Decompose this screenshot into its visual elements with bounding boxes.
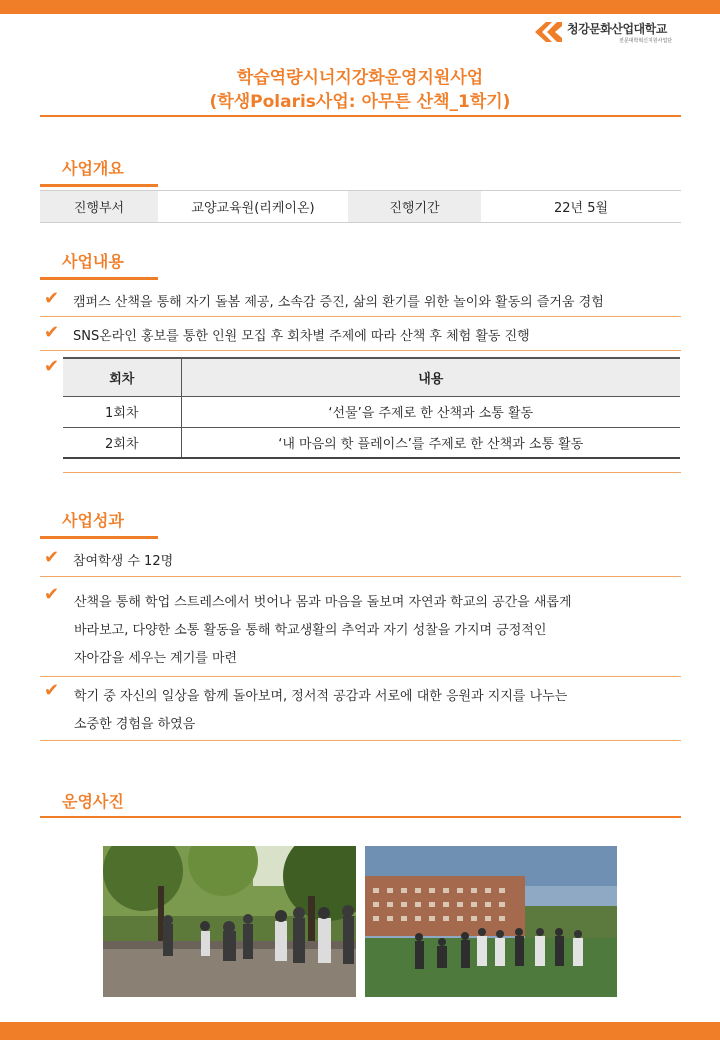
result-item-2-line: 바라보고, 다양한 소통 활동을 통해 학교생활의 추억과 자기 성찰을 가지며 긍정적인 [74,623,547,638]
content-item-2: SNS온라인 홍보를 통한 인원 모집 후 회차별 주제에 따라 산책 후 체험 활동 진행 [73,329,530,344]
table-row [63,427,680,458]
check-icon: ✔ [44,288,60,309]
table-cell-content: ‘내 마음의 핫 플레이스’를 주제로 한 산책과 소통 활동 [181,427,680,458]
dept-value: 교양교육원(리케이온) [191,201,315,216]
item-divider [40,350,681,351]
result-item-2-line: 산책을 통해 학업 스트레스에서 벗어나 몸과 마음을 돌보며 자연과 학교의 공간을 새롭게 [74,595,572,610]
result-item-3 [74,683,567,739]
content-item-1: 캠퍼스 산책을 통해 자기 돌봄 제공, 소속감 증진, 삶의 환기를 위한 놀이와 활동의 즐거움 경험 [73,295,604,310]
activity-photo-2 [365,846,617,997]
period-value: 22년 5월 [553,201,609,216]
photos-divider [40,816,681,818]
page-title: 학습역량시너지강화운영지원사업 [236,68,484,88]
result-item-2-line: 자아감을 세우는 계기를 마련 [74,651,238,666]
item-divider [40,316,681,317]
section-heading-results: 사업성과 [62,511,124,530]
item-divider [40,676,681,677]
check-icon: ✔ [44,584,60,605]
table-header-row [63,358,680,396]
bottom-accent-bar [0,1022,720,1040]
title-divider [40,115,681,117]
table-cell-session: 2회차 [63,427,181,458]
check-icon: ✔ [44,680,60,701]
logo-name: 청강문화산업대학교 [567,22,667,36]
section-underline [40,184,158,187]
top-accent-bar [0,0,720,14]
section-underline [40,277,158,280]
section-underline [40,536,158,539]
check-icon: ✔ [44,322,60,343]
result-item-3-line: 학기 중 자신의 일상을 함께 돌아보며, 정서적 공감과 서로에 대한 응원과 지지를 나누는 [74,689,568,704]
page-subtitle: (학생Polaris사업: 아무튼 산책_1학기) [209,92,511,112]
result-item-3-line: 소중한 경험을 하였음 [74,717,196,732]
period-label: 진행기간 [348,191,481,222]
table-cell-session: 1회차 [63,396,181,427]
activity-photo-1 [103,846,356,997]
result-item-1: 참여학생 수 12명 [73,554,174,569]
section-heading-content: 사업내용 [62,252,124,271]
check-icon: ✔ [44,356,60,377]
check-icon: ✔ [44,547,60,568]
overview-table [40,190,681,223]
university-logo [533,20,713,46]
section-heading-photos: 운영사진 [62,792,124,811]
result-item-2 [74,589,572,673]
item-divider [63,472,681,473]
session-table [63,357,680,459]
item-divider [40,740,681,741]
item-divider [40,576,681,577]
table-header-session: 회차 [63,358,181,396]
logo-mark-icon [533,21,563,43]
table-row [63,396,680,427]
table-cell-content: ‘선물’을 주제로 한 산책과 소통 활동 [181,396,680,427]
dept-label: 진행부서 [40,191,158,222]
table-header-content: 내용 [181,358,680,396]
section-heading-overview: 사업개요 [62,159,124,178]
logo-subtitle: 전문대학혁신지원사업단 [619,38,673,44]
